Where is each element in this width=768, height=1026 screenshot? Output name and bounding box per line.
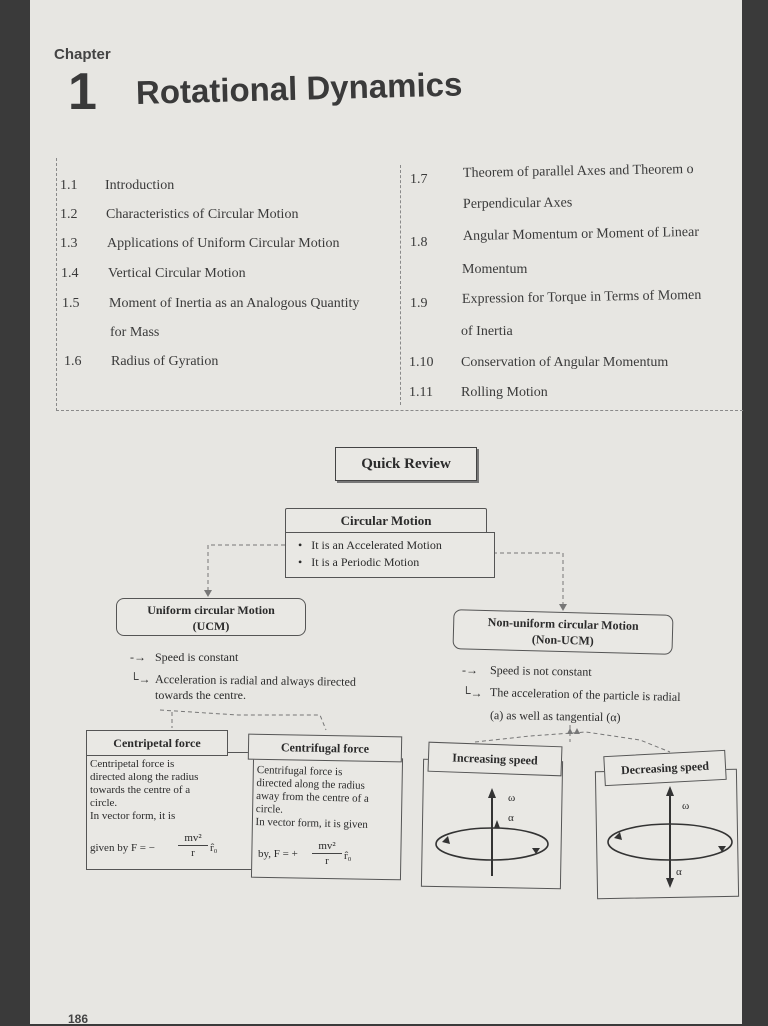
non-ucm-title: Non-uniform circular Motion [487, 615, 639, 633]
toc-num: 1.7 [410, 172, 428, 187]
toc-item: Characteristics of Circular Motion [106, 207, 299, 222]
non-ucm-point: (a) as well as tangential (α) [489, 708, 621, 725]
decreasing-speed-title: Decreasing speed [603, 750, 726, 786]
text-line: Centripetal force is [90, 758, 175, 770]
omega-label: ω [682, 800, 690, 812]
list-item: It is an Accelerated Motion [311, 538, 442, 552]
toc-item: Rolling Motion [461, 385, 548, 400]
toc-item: Applications of Uniform Circular Motion [107, 236, 340, 251]
non-ucm-abbrev: (Non-UCM) [531, 632, 594, 648]
toc-num: 1.6 [64, 354, 82, 369]
toc-item: for Mass [110, 325, 160, 340]
text-line: directed along the radius [256, 776, 366, 792]
text-line: towards the centre of a [90, 784, 191, 796]
alpha-label: α [508, 812, 514, 824]
book-page [30, 0, 742, 1024]
circular-motion-title: Circular Motion [285, 508, 487, 534]
chapter-number: 1 [68, 63, 97, 121]
toc-num: 1.5 [62, 296, 80, 311]
centrifugal-body [255, 764, 402, 833]
ucm-abbrev: (UCM) [192, 619, 230, 633]
ucm-title: Uniform circular Motion [147, 603, 275, 617]
ucm-point: towards the centre. [155, 688, 246, 702]
formula-denominator: r [191, 847, 195, 859]
toc-item: Radius of Gyration [111, 354, 219, 369]
arrow-icon: -→ [462, 663, 478, 677]
toc-item: Moment of Inertia as an Analogous Quantity [109, 296, 360, 311]
toc-num: 1.10 [409, 355, 434, 370]
toc-item: of Inertia [461, 324, 513, 339]
formula-denominator: r [325, 855, 329, 867]
text-line: away from the centre of a [256, 789, 369, 805]
ucm-box [116, 598, 306, 636]
centripetal-title: Centripetal force [86, 730, 228, 756]
toc-num: 1.2 [60, 207, 78, 222]
unit-vector: r̂₀ [344, 850, 352, 862]
centrifugal-title: Centrifugal force [248, 734, 402, 763]
formula-numerator: mv² [178, 832, 208, 846]
toc-num: 1.9 [410, 296, 428, 311]
toc-num: 1.11 [409, 385, 433, 400]
text-line: circle. [255, 802, 284, 816]
unit-vector: r̂₀ [210, 842, 218, 854]
arrow-icon: └→ [130, 672, 151, 686]
bullet-icon: • [298, 555, 303, 569]
text-line: circle. [90, 797, 118, 809]
decreasing-speed-diagram [596, 780, 736, 890]
non-ucm-point: Speed is not constant [489, 663, 592, 679]
toc-num: 1.1 [60, 178, 78, 193]
alpha-label: α [676, 866, 682, 878]
increasing-speed-title: Increasing speed [428, 742, 563, 777]
toc-item: Angular Momentum or Moment of Linear [462, 224, 700, 244]
omega-label: ω [508, 792, 516, 804]
text-line: In vector form, it is given [255, 815, 369, 831]
page-number: 186 [68, 1012, 89, 1026]
toc-item: Expression for Torque in Terms of Momen [461, 287, 702, 307]
toc-item: Momentum [462, 262, 528, 277]
list-item: It is a Periodic Motion [311, 555, 420, 569]
toc-item: Perpendicular Axes [462, 195, 573, 212]
toc-num: 1.4 [61, 266, 79, 281]
chapter-title: Rotational Dynamics [135, 65, 463, 111]
toc-item: Conservation of Angular Momentum [461, 355, 669, 370]
circular-motion-points [285, 532, 495, 578]
non-ucm-box [453, 609, 674, 655]
chapter-label: Chapter [54, 46, 111, 63]
centripetal-formula-lead: given by F = − [90, 842, 155, 854]
toc-item: Introduction [105, 178, 175, 193]
arrow-icon: -→ [130, 650, 146, 664]
increasing-speed-diagram [422, 772, 562, 882]
bullet-icon: • [298, 538, 303, 552]
ucm-point: Acceleration is radial and always directed [154, 672, 356, 689]
centripetal-body [90, 758, 250, 823]
formula-numerator: mv² [312, 840, 342, 854]
toc-item: Vertical Circular Motion [108, 266, 246, 281]
non-ucm-point: The acceleration of the particle is radial [489, 685, 681, 704]
quick-review-heading: Quick Review [335, 447, 477, 481]
toc-num: 1.8 [410, 235, 428, 250]
toc-item: Theorem of parallel Axes and Theorem o [462, 161, 694, 181]
text-line: Centrifugal force is [256, 764, 343, 779]
text-line: In vector form, it is [90, 810, 176, 822]
text-line: directed along the radius [90, 771, 199, 783]
ucm-point: Speed is constant [155, 650, 239, 664]
arrow-icon: └→ [462, 686, 483, 700]
centrifugal-formula-lead: by, F = + [258, 848, 298, 860]
toc-num: 1.3 [60, 236, 78, 251]
